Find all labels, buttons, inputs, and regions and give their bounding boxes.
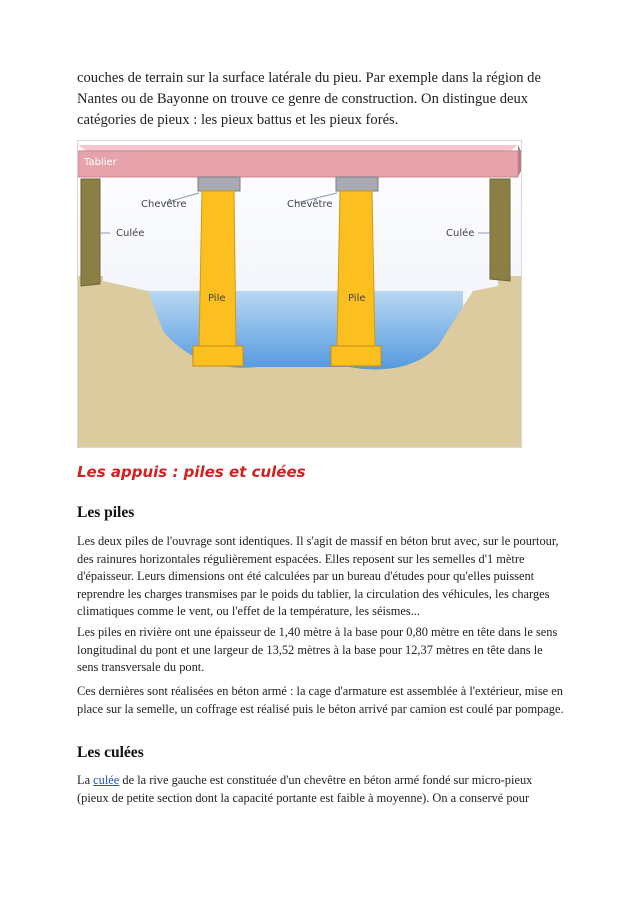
label-culee-left: Culée <box>116 228 145 239</box>
pier-left <box>199 191 236 349</box>
pier-cap-left <box>198 177 240 191</box>
intro-paragraph: couches de terrain sur la surface latérale du pieu. Par exemple dans la région de Nantes ou de Bayonne on trouve ce genre de construction. On distingue deux catégories de pieux : les pieux battus et les pieux forés. <box>77 70 541 128</box>
label-chevetre-left: Chevêtre <box>141 199 187 210</box>
pier-cap-right <box>336 177 378 191</box>
label-pile-left: Pile <box>208 293 226 304</box>
piles-paragraph-3: Ces dernières sont réalisées en béton armé : la cage d'armature est assemblée à l'extérieur, mise en place sur la semelle, un coffrage est réalisé puis le béton arrivé par camion est coulé par pompage. <box>77 684 564 716</box>
deck-top <box>78 145 518 151</box>
culee-link[interactable]: culée <box>93 773 120 787</box>
culees-paragraph-1 <box>77 772 567 807</box>
culees-text-after: de la rive gauche est constituée d'un chevêtre en béton armé fondé sur micro-pieux (pieux de petite section dont la capacité portante est faible à moyenne). On a conservé pour <box>77 773 533 805</box>
pier-footing-left <box>193 346 243 366</box>
heading-culees: Les culées <box>77 744 144 761</box>
piles-paragraph-2: Les piles en rivière ont une épaisseur de 1,40 mètre à la base pour 0,80 mètre en tête dans le sens longitudinal du pont et une largeur de 13,52 mètres à la base pour 12,37 mètres en tête dans le sens transversale du pont. <box>77 625 558 675</box>
culees-text-before: La <box>77 773 94 787</box>
pier-right <box>337 191 375 349</box>
pier-footing-right <box>331 346 381 366</box>
heading-piles: Les piles <box>77 504 135 521</box>
label-culee-right: Culée <box>446 228 475 239</box>
label-tablier: Tablier <box>84 157 117 168</box>
abutment-right <box>490 179 510 281</box>
label-pile-right: Pile <box>348 293 366 304</box>
label-chevetre-right: Chevêtre <box>287 199 333 210</box>
section-title: Les appuis : piles et culées <box>77 463 306 481</box>
piles-paragraph-1: Les deux piles de l'ouvrage sont identiques. Il s'agit de massif en béton brut avec, sur le pourtour, des rainures horizontales régulièrement espacées. Elles reposent sur les semelles d'1 mètre d'épaisseur. Leurs dimensions ont été calculées par un bureau d'études pour qu'elles puissent reprendre les charges transmises par le poids du tablier, la circulation des véhicules, les charges climatiques comme le vent, ou l'effet de la température, les séismes... <box>77 534 559 619</box>
deck-tablier <box>78 151 518 177</box>
abutment-left <box>81 179 100 286</box>
bridge-diagram <box>77 140 522 448</box>
